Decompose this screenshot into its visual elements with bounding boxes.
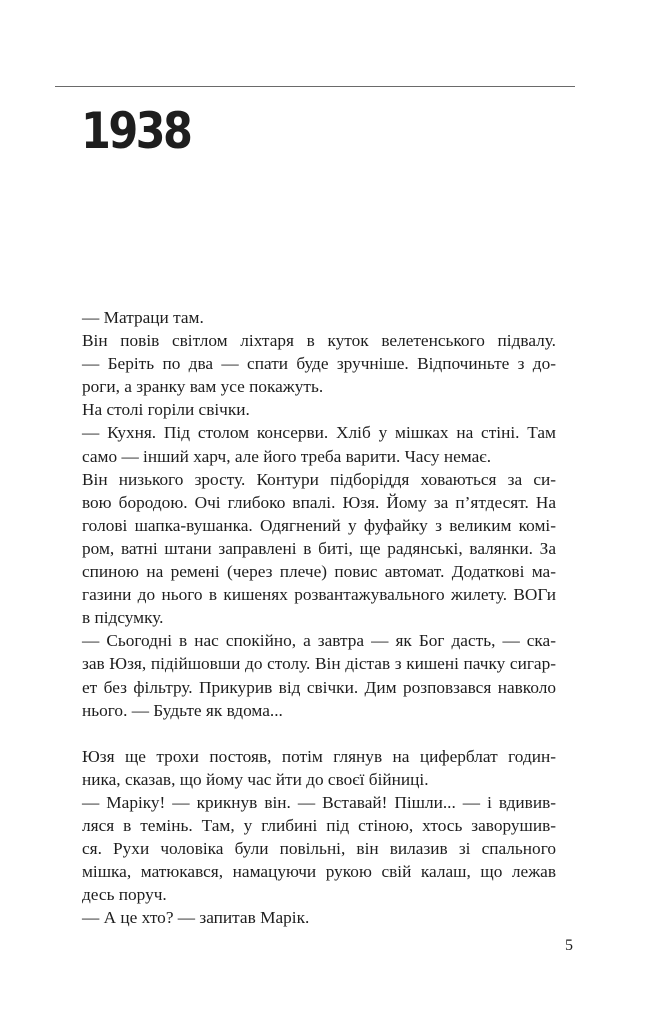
text-line: спиною на ремені (через плече) повис автомат. Додаткові ма-: [82, 562, 556, 582]
text-line: ляся в темінь. Там, у глибині під стіною, хтось заворушив-: [82, 816, 556, 836]
text-line: роги, а зранку вам усе покажуть.: [82, 377, 324, 397]
text-line: Юзя ще трохи постояв, потім глянув на циферблат годин-: [82, 746, 556, 766]
text-line: На столі горіли свічки.: [82, 400, 250, 420]
text-line: десь поруч.: [82, 885, 167, 905]
body-text: [82, 306, 556, 930]
text-line: ся. Рухи чоловіка були повільні, він вилазив зі спального: [82, 839, 556, 859]
text-line: Він повів світлом ліхтаря в куток велетенського підвалу.: [82, 331, 556, 351]
text-line: — Матраци там.: [82, 308, 204, 327]
text-line: зав Юзя, підійшовши до столу. Він дістав з кишені пачку сигар-: [82, 654, 556, 674]
text-line: вою бородою. Очі глибоко впалі. Юзя. Йому за п’ятдесят. На: [82, 492, 556, 512]
text-line: само — інший харч, але його треба варити. Часу немає.: [82, 446, 492, 466]
text-line: голові шапка-вушанка. Одягнений у фуфайку з великим комі-: [82, 515, 556, 535]
text-line: ет без фільтру. Прикурив від свічки. Дим розповзався навколо: [82, 677, 556, 697]
page-number: 5: [565, 937, 573, 954]
text-line: — А це хто? — запитав Марік.: [82, 908, 310, 928]
text-line: ром, ватні штани заправлені в биті, ще радянські, валянки. За: [82, 538, 556, 558]
text-line: газини до нього в кишенях розвантажувального жилету. ВОГи: [82, 585, 556, 605]
text-line: — Сьогодні в нас спокійно, а завтра — як Бог дасть, — ска-: [82, 631, 556, 651]
text-line: нього. — Будьте як вдома...: [82, 700, 283, 720]
chapter-title: 1938: [81, 102, 191, 160]
header-rule: [55, 86, 575, 87]
text-line: мішка, матюкався, намацуючи рукою свій калаш, що лежав: [82, 862, 556, 882]
text-line: ника, сказав, що йому час йти до своєї бійниці.: [82, 769, 429, 789]
text-line: в підсумку.: [82, 608, 164, 628]
text-line: — Беріть по два — спати буде зручніше. Відпочиньте з до-: [82, 354, 556, 374]
text-line: — Кухня. Під столом консерви. Хліб у мішках на стіні. Там: [82, 423, 556, 443]
text-line: — Маріку! — крикнув він. — Вставай! Пішли... — і вдивив-: [82, 792, 556, 812]
paragraph-gap: [82, 722, 556, 745]
text-line: Він низького зросту. Контури підборіддя ховаються за си-: [82, 469, 556, 489]
